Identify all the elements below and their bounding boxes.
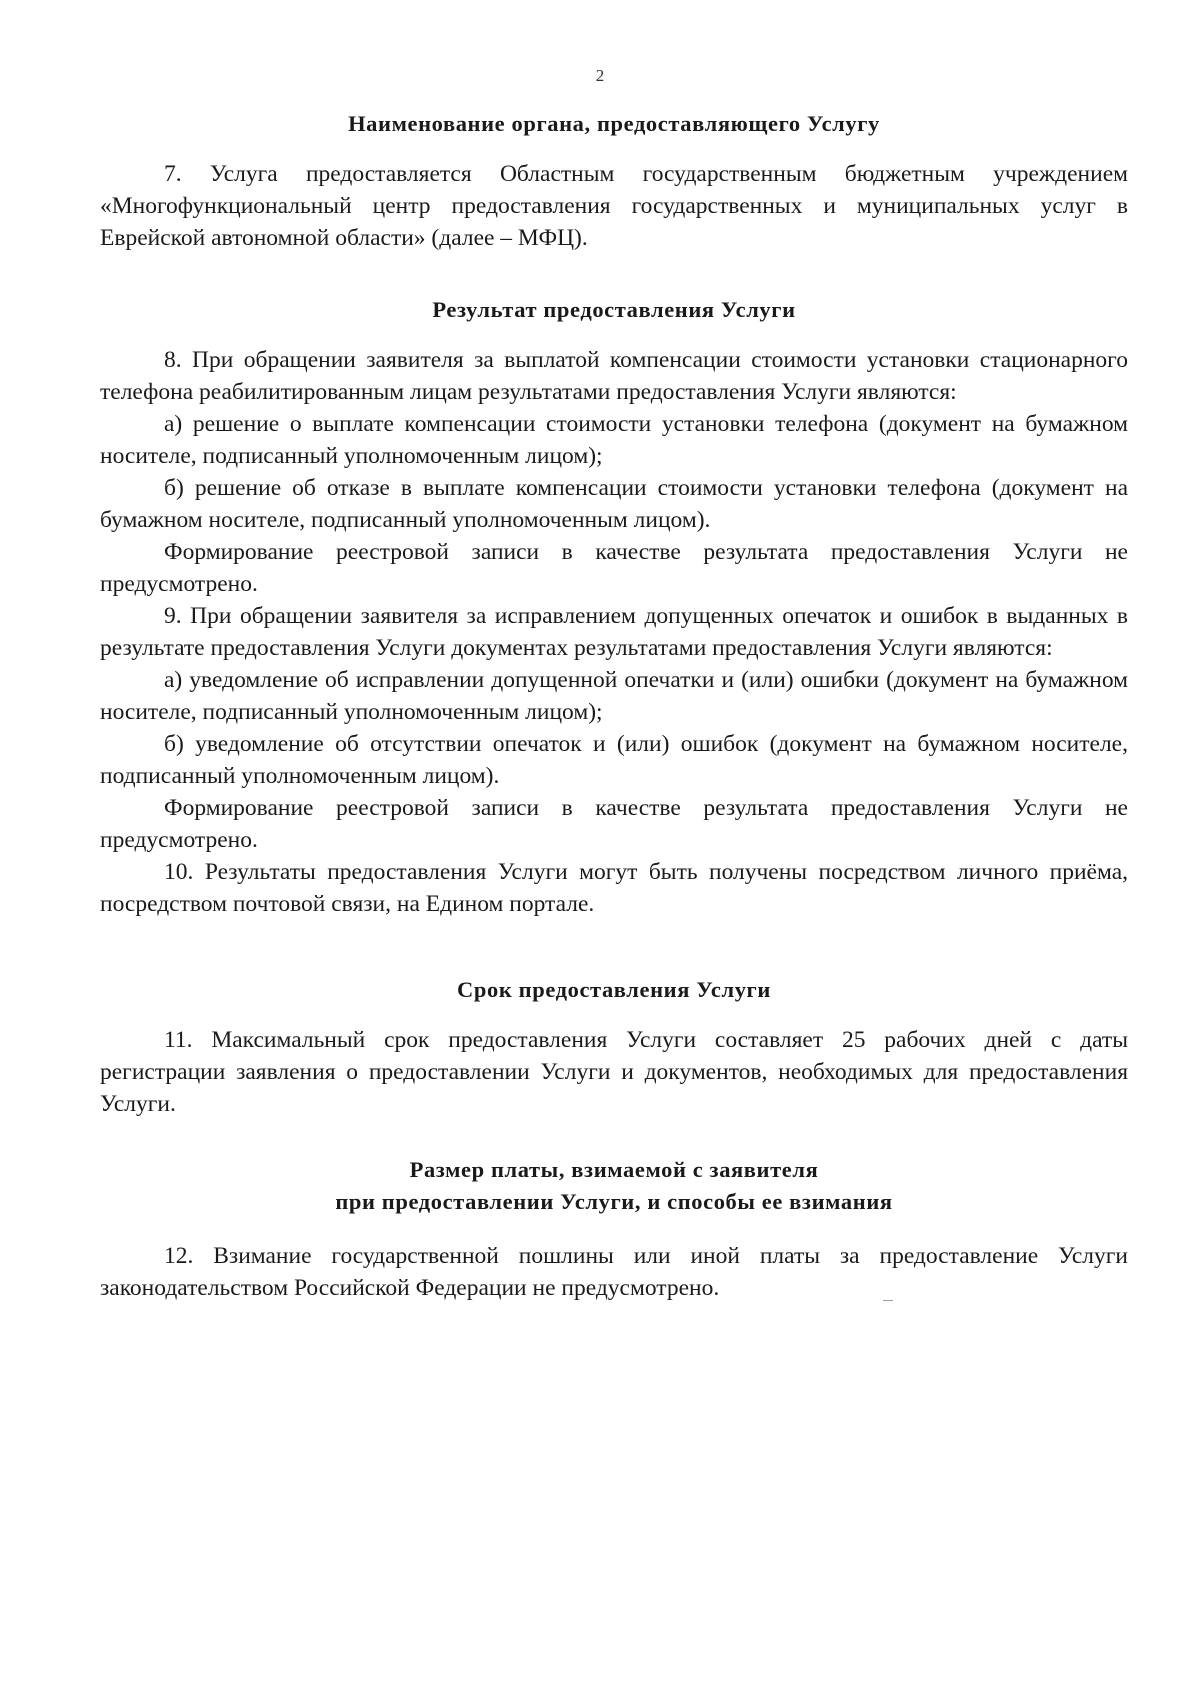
- page-number: 2: [595, 66, 605, 85]
- section-fee: [100, 1154, 1128, 1304]
- section-heading-line-1: Размер платы, взимаемой с заявителя: [409, 1157, 819, 1182]
- section-result: [100, 294, 1128, 920]
- section-heading: [100, 1154, 1128, 1218]
- paragraph-11: 11. Максимальный срок предоставления Услуги составляет 25 рабочих дней с даты регистрации заявления о предоставлении Услуги и документов, необходимых для предоставления Услуги.: [100, 1027, 1128, 1117]
- paragraph-9-registry: Формирование реестровой записи в качестве результата предоставления Услуги не предусмотрено.: [100, 795, 1128, 853]
- paragraph-8a: а) решение о выплате компенсации стоимости установки телефона (документ на бумажном носителе, подписанный уполномоченным лицом);: [100, 411, 1128, 469]
- paragraph-9b: б) уведомление об отсутствии опечаток и (или) ошибок (документ на бумажном носителе, подписанный уполномоченным лицом).: [100, 731, 1128, 789]
- section-heading: Срок предоставления Услуги: [457, 977, 771, 1002]
- section-heading: Наименование органа, предоставляющего Услугу: [348, 111, 880, 136]
- paragraph-7: 7. Услуга предоставляется Областным государственным бюджетным учреждением «Многофункциональный центр предоставления государственных и муниципальных услуг в Еврейской автономной области» (далее – МФЦ).: [100, 161, 1128, 251]
- paragraph-8: 8. При обращении заявителя за выплатой компенсации стоимости установки стационарного телефона реабилитированным лицам результатами предоставления Услуги являются:: [100, 347, 1128, 405]
- paragraph-8-registry: Формирование реестровой записи в качестве результата предоставления Услуги не предусмотрено.: [100, 539, 1128, 597]
- paragraph-9a: а) уведомление об исправлении допущенной опечатки и (или) ошибки (документ на бумажном носителе, подписанный уполномоченным лицом);: [100, 667, 1128, 725]
- section-heading: Результат предоставления Услуги: [432, 297, 796, 322]
- scan-mark: [883, 1300, 893, 1301]
- paragraph-8b: б) решение об отказе в выплате компенсации стоимости установки телефона (документ на бумажном носителе, подписанный уполномоченным лицом).: [100, 475, 1128, 533]
- section-heading-line-2: при предоставлении Услуги, и способы ее взимания: [335, 1189, 893, 1214]
- paragraph-12: 12. Взимание государственной пошлины или иной платы за предоставление Услуги законодательством Российской Федерации не предусмотрено.: [100, 1243, 1128, 1301]
- section-authority: [100, 108, 1128, 254]
- paragraph-9: 9. При обращении заявителя за исправлением допущенных опечаток и ошибок в выданных в результате предоставления Услуги документах результатами предоставления Услуги являются:: [100, 603, 1128, 661]
- document-body: [100, 108, 1128, 1304]
- paragraph-10: 10. Результаты предоставления Услуги могут быть получены посредством личного приёма, посредством почтовой связи, на Едином портале.: [100, 859, 1128, 917]
- section-term: [100, 974, 1128, 1120]
